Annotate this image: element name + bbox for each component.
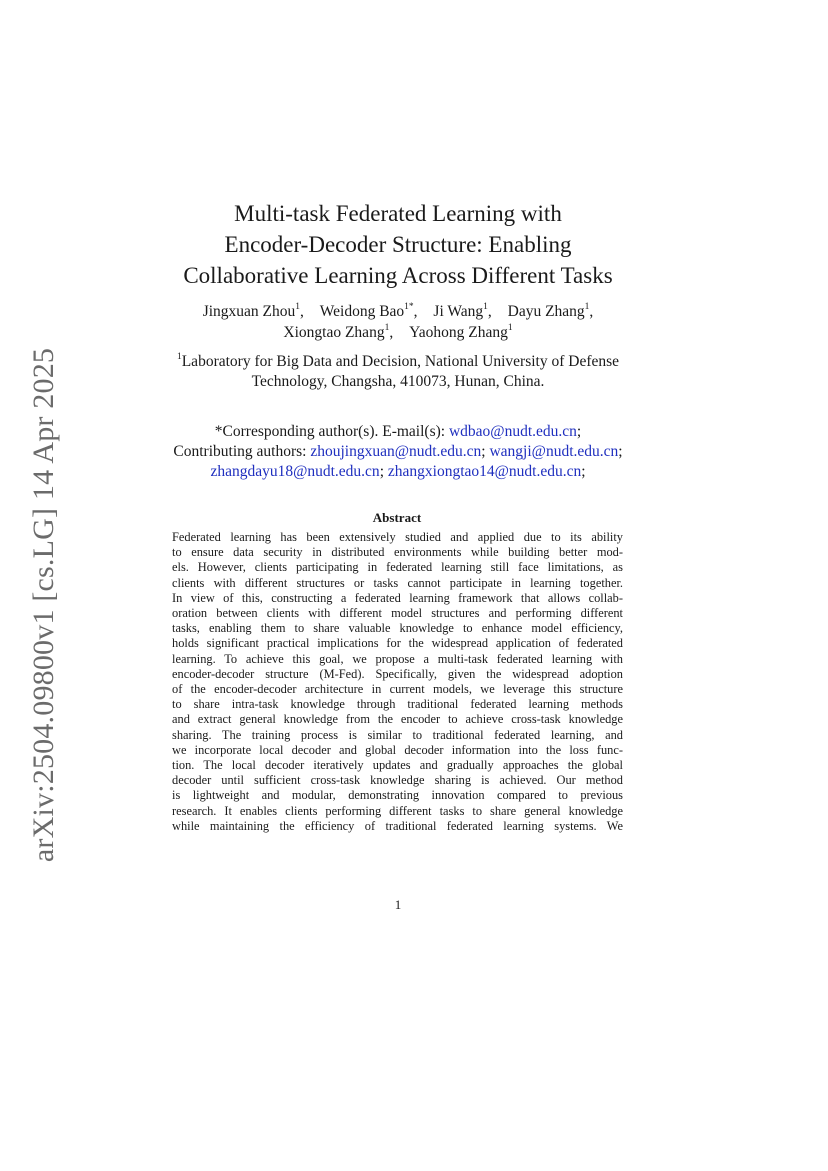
author: Ji Wang$^1$, bbox=[433, 301, 492, 320]
abstract-line: oration between clients with different model structures and performing different bbox=[172, 606, 623, 621]
separator: ; bbox=[581, 463, 586, 480]
abstract-line: and extract general knowledge from the encoder to achieve cross-task knowledge bbox=[172, 712, 623, 727]
title-line: Collaborative Learning Across Different Tasks bbox=[183, 263, 613, 289]
abstract-line: to ensure data security in distributed environments while building better mod- bbox=[172, 545, 623, 560]
email-link[interactable]: zhangdayu18@nudt.edu.cn bbox=[210, 463, 380, 480]
author-name: Weidong Bao bbox=[319, 303, 405, 320]
author-name: Xiongtao Zhang bbox=[283, 324, 385, 341]
correspondence-block bbox=[140, 422, 656, 482]
contributing-authors-line bbox=[140, 442, 656, 462]
author-name: Dayu Zhang bbox=[507, 303, 585, 320]
paper-title bbox=[160, 198, 636, 291]
abstract-line: to share intra-task knowledge through traditional federated learning methods bbox=[172, 697, 623, 712]
abstract-line: tasks, enabling them to share valuable knowledge to enhance model efficiency, bbox=[172, 621, 623, 636]
abstract-line: clients with different structures or tasks cannot participate in learning together. bbox=[172, 575, 623, 590]
separator: ; bbox=[379, 463, 384, 480]
abstract-line: learning. To achieve this goal, we propose a multi-task federated learning with bbox=[172, 651, 623, 666]
abstract-line: tion. The local decoder iteratively updates and gradually approaches the global bbox=[172, 758, 623, 773]
abstract-line: encoder-decoder structure (M-Fed). Specifically, given the widespread adoption bbox=[172, 666, 623, 681]
abstract-heading: Abstract bbox=[372, 510, 422, 525]
affiliation-marker: 1 bbox=[176, 351, 182, 362]
abstract-line: research. It enables clients performing different tasks to share general knowledge bbox=[172, 803, 623, 818]
abstract-line: while maintaining the efficiency of traditional federated learning systems. We bbox=[172, 818, 623, 833]
page-number: 1 bbox=[394, 897, 402, 912]
author-affiliation-marker: 1* bbox=[404, 301, 414, 312]
affiliation bbox=[140, 352, 656, 392]
author-affiliation-marker: 1 bbox=[384, 322, 390, 333]
author-list bbox=[140, 301, 656, 343]
separator: ; bbox=[481, 443, 486, 460]
abstract-line: els. However, clients participating in federated learning still face limitations, as bbox=[172, 560, 623, 575]
author: Weidong Bao$^{1*}$, bbox=[319, 301, 418, 320]
author bbox=[409, 324, 513, 341]
abstract-line: is lightweight and modular, demonstrating innovation compared to previous bbox=[172, 788, 623, 803]
email-link[interactable]: zhangxiongtao14@nudt.edu.cn bbox=[387, 463, 582, 480]
email-link[interactable]: zhoujingxuan@nudt.edu.cn bbox=[310, 443, 482, 460]
arxiv-identifier-stamp: arXiv:2504.09800v1 [cs.LG] 14 Apr 2025 bbox=[27, 347, 60, 863]
abstract-body bbox=[172, 530, 623, 834]
author-name: Jingxuan Zhou bbox=[202, 303, 296, 320]
abstract-line: of the encoder-decoder architecture in current models, we leverage this structure bbox=[172, 682, 623, 697]
email-link[interactable]: wdbao@nudt.edu.cn bbox=[448, 423, 577, 440]
corresponding-label: *Corresponding author(s). E-mail(s): bbox=[214, 423, 449, 440]
affiliation-text: Laboratory for Big Data and Decision, National University of Defense bbox=[181, 353, 620, 370]
author: Xiongtao Zhang$^1$, bbox=[283, 322, 394, 341]
email-link[interactable]: wangji@nudt.edu.cn bbox=[489, 443, 619, 460]
abstract-line: In view of this, constructing a federated learning framework that allows collab- bbox=[172, 590, 623, 605]
corresponding-author-line bbox=[140, 422, 656, 442]
author-affiliation-marker: 1 bbox=[507, 322, 513, 333]
author-affiliation-marker: 1 bbox=[295, 301, 300, 312]
title-line: Encoder-Decoder Structure: Enabling bbox=[224, 232, 572, 258]
contributing-label: Contributing authors: bbox=[173, 443, 311, 460]
abstract-line: Federated learning has been extensively studied and applied due to its ability bbox=[172, 530, 623, 544]
abstract-line: sharing. The training process is similar to traditional federated learning, and bbox=[172, 727, 623, 742]
author-line bbox=[140, 322, 656, 343]
author: Dayu Zhang$^1$, bbox=[507, 301, 594, 320]
title-line: Multi-task Federated Learning with bbox=[234, 201, 562, 227]
author: Jingxuan Zhou$^1$, bbox=[202, 301, 304, 320]
separator: ; bbox=[576, 423, 582, 440]
author-affiliation-marker: 1 bbox=[584, 301, 590, 312]
author-name: Yaohong Zhang bbox=[409, 324, 508, 341]
author-name: Ji Wang bbox=[433, 303, 484, 320]
separator: ; bbox=[618, 443, 623, 460]
abstract-line: decoder until sufficient cross-task knowledge sharing is achieved. Our method bbox=[172, 773, 623, 788]
affiliation-line: Technology, Changsha, 410073, Hunan, China. bbox=[251, 373, 545, 390]
affiliation-line bbox=[140, 352, 656, 372]
author-line bbox=[140, 301, 656, 322]
abstract-line: we incorporate local decoder and global decoder information into the loss func- bbox=[172, 742, 623, 757]
author-affiliation-marker: 1 bbox=[483, 301, 488, 312]
contributing-authors-line bbox=[140, 462, 656, 482]
abstract-line: holds significant practical implications for the widespread application of federated bbox=[172, 636, 623, 651]
